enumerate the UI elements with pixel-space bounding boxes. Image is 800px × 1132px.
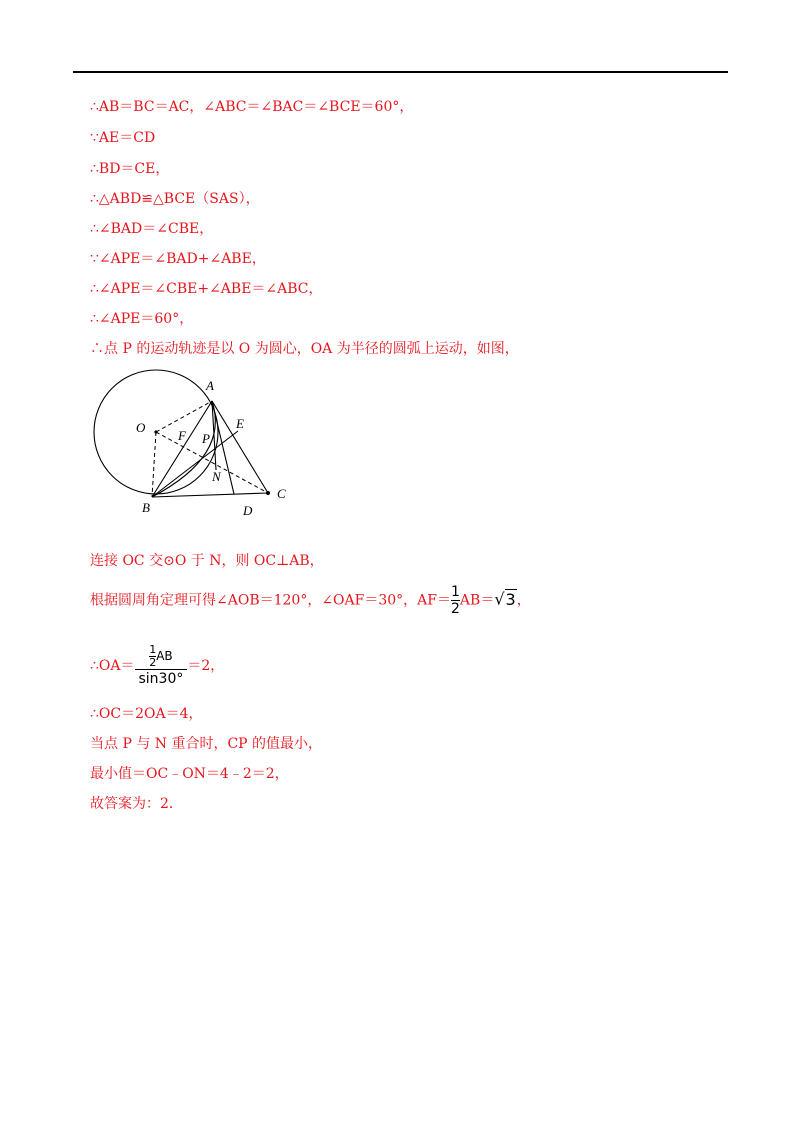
fraction-denominator: 2 bbox=[451, 601, 460, 617]
point-c bbox=[266, 491, 270, 495]
label-p: P bbox=[202, 431, 210, 446]
text-line-9: ∴点 P 的运动轨迹是以 O 为圆心，OA 为半径的圆弧上运动，如图， bbox=[90, 341, 519, 357]
text-line-10: 连接 OC 交⊙O 于 N，则 OC⊥AB， bbox=[90, 553, 324, 569]
text-line-14: 当点 P 与 N 重合时，CP 的值最小， bbox=[90, 736, 323, 752]
label-n: N bbox=[212, 469, 221, 484]
sqrt-expression bbox=[494, 589, 516, 609]
half-den: 2 bbox=[149, 656, 157, 669]
fraction-oa bbox=[135, 644, 188, 688]
fraction-oa-denominator: sin30° bbox=[135, 669, 188, 688]
numerator-ab: AB bbox=[156, 649, 173, 663]
text-line-11 bbox=[90, 584, 531, 617]
sqrt-radicand: 3 bbox=[505, 589, 516, 609]
text-line-3: ∴BD＝CE， bbox=[90, 161, 170, 177]
segment-bc bbox=[152, 493, 268, 497]
line11-mid: AB＝ bbox=[459, 592, 495, 609]
label-e: E bbox=[236, 416, 244, 431]
line11-suffix: ， bbox=[516, 592, 531, 609]
line12-prefix: ∴OA＝ bbox=[90, 658, 135, 674]
text-line-5: ∴∠BAD＝∠CBE， bbox=[90, 221, 214, 237]
sqrt-sign: √ bbox=[494, 589, 505, 609]
label-c: C bbox=[277, 486, 286, 501]
line11-prefix: 根据圆周角定理可得∠AOB＝120°，∠OAF＝30°，AF＝ bbox=[90, 592, 451, 609]
text-line-15: 最小值＝OC﹣ON＝4﹣2＝2， bbox=[90, 766, 289, 782]
fraction-numerator: 1 bbox=[451, 584, 460, 600]
fraction-one-half bbox=[451, 584, 460, 617]
text-line-6: ∵∠APE＝∠BAD+∠ABE， bbox=[90, 251, 266, 267]
line12-suffix: ＝2， bbox=[187, 658, 225, 674]
text-line-1: ∴AB＝BC＝AC，∠ABC＝∠BAC＝∠BCE＝60°， bbox=[90, 99, 414, 115]
text-line-12 bbox=[90, 644, 224, 688]
segment-be bbox=[152, 431, 238, 497]
header-rule bbox=[73, 71, 728, 73]
label-o: O bbox=[136, 420, 146, 435]
segment-ab bbox=[152, 401, 212, 497]
geometry-diagram bbox=[90, 366, 310, 518]
label-f: F bbox=[178, 428, 186, 443]
text-line-7: ∴∠APE＝∠CBE+∠ABE＝∠ABC， bbox=[90, 281, 323, 297]
text-line-13: ∴OC＝2OA＝4， bbox=[90, 706, 203, 722]
label-b: B bbox=[142, 500, 150, 515]
text-line-4: ∴△ABD≌△BCE（SAS）， bbox=[90, 191, 260, 207]
text-line-16: 故答案为：2． bbox=[90, 796, 183, 812]
half-num: 1 bbox=[149, 643, 157, 656]
text-line-2: ∵AE＝CD bbox=[90, 130, 156, 146]
point-o bbox=[154, 430, 157, 433]
dashed-ob bbox=[152, 432, 156, 497]
fraction-oa-numerator bbox=[135, 644, 188, 669]
label-a: A bbox=[206, 378, 214, 393]
text-line-8: ∴∠APE＝60°， bbox=[90, 311, 194, 327]
label-d: D bbox=[243, 503, 253, 518]
